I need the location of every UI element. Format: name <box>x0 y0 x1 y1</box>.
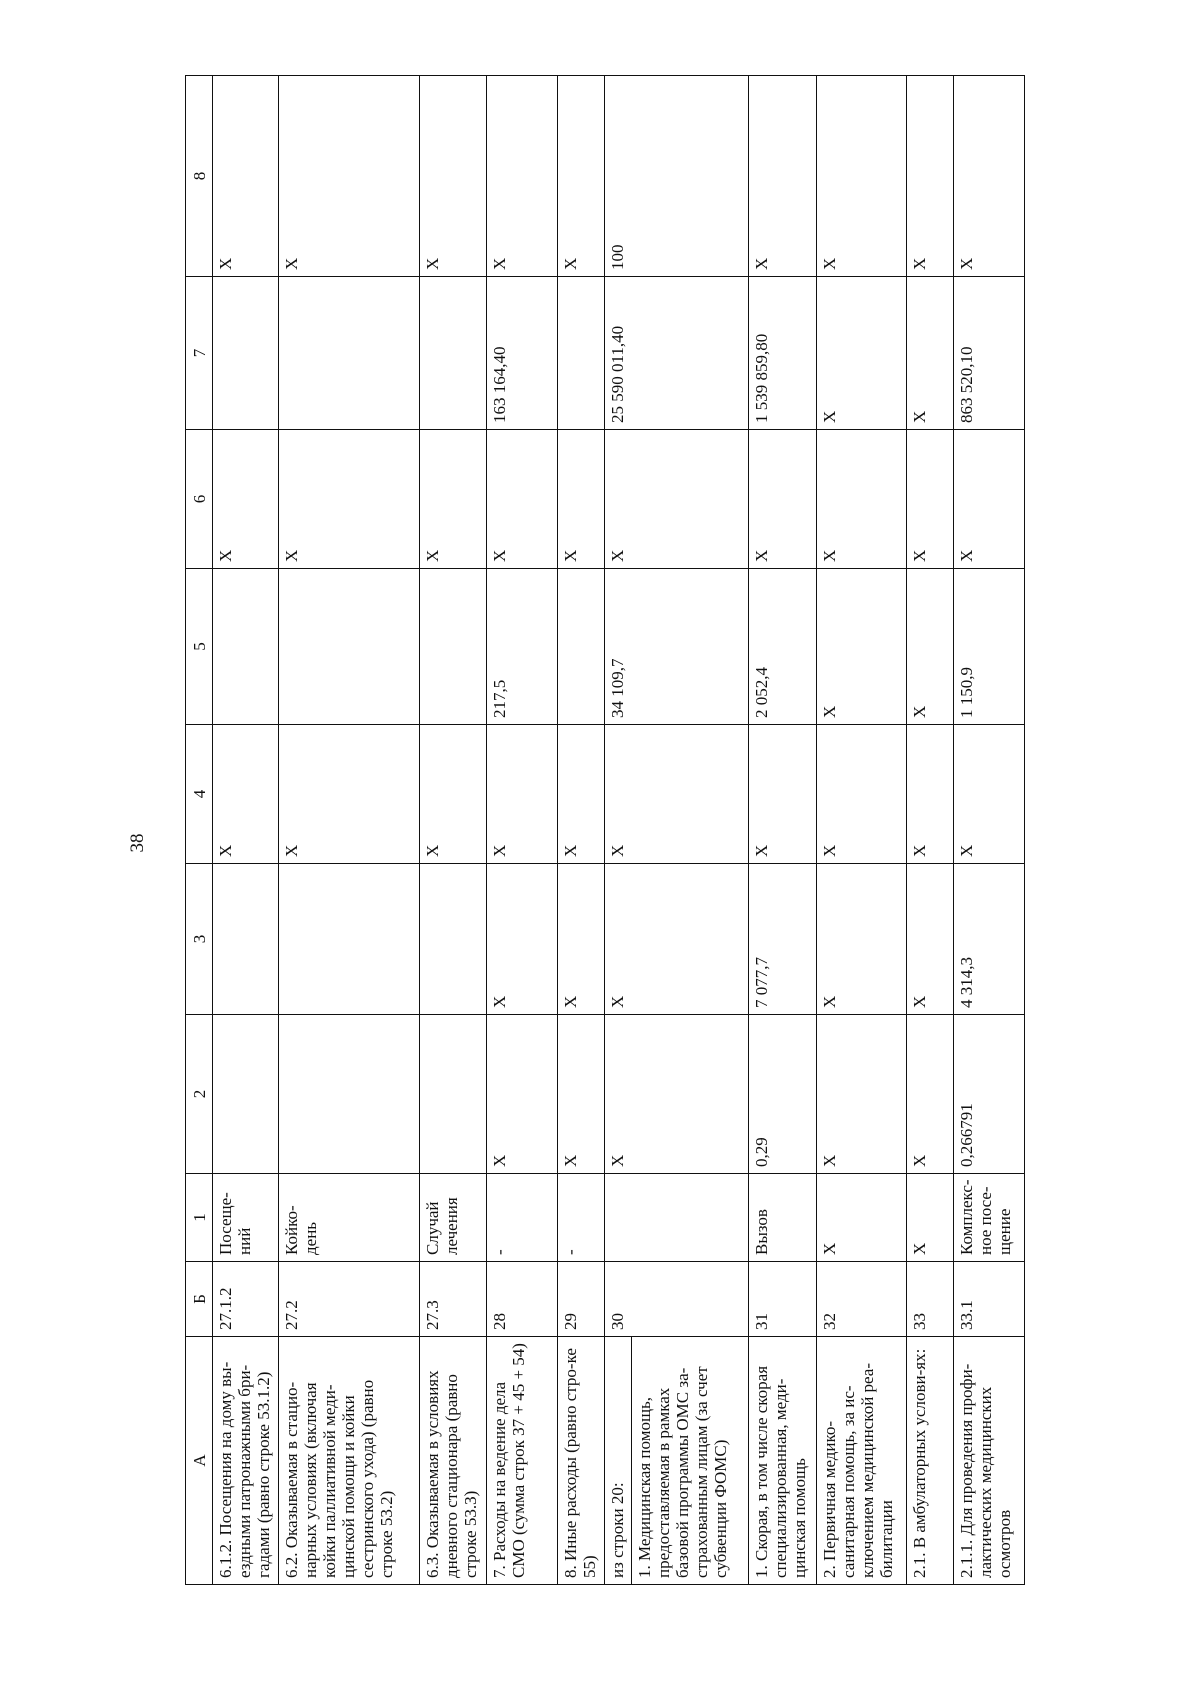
value-cell: 100 <box>605 76 748 277</box>
header-cell: 8 <box>186 76 213 277</box>
unit-cell: Случай лечения <box>419 1174 486 1262</box>
value-cell: 7 077,7 <box>748 864 817 1015</box>
value-cell: Х <box>954 430 1025 569</box>
value-cell: 163 164,40 <box>487 277 558 430</box>
value-cell: Х <box>487 430 558 569</box>
row-label: 6.2. Оказываемая в стацио-нарных условиях (включая койки паллиативной меди-цинской помощи и койки сестринского ухода) (равно строке 53.2) <box>279 1337 419 1585</box>
row-code: 33.1 <box>954 1262 1025 1337</box>
unit-cell: Посеще-ний <box>213 1174 279 1262</box>
value-cell: Х <box>748 725 817 864</box>
value-cell: Х <box>817 725 906 864</box>
value-cell: Х <box>817 76 906 277</box>
row-label: 6.3. Оказываемая в условиях дневного стационара (равно строке 53.3) <box>419 1337 486 1585</box>
value-cell <box>279 864 419 1015</box>
page-number: 38 <box>127 833 148 853</box>
value-cell: Х <box>487 725 558 864</box>
value-cell: 1 539 859,80 <box>748 277 817 430</box>
value-cell: Х <box>279 76 419 277</box>
row-code: 27.3 <box>419 1262 486 1337</box>
value-cell: Х <box>906 277 954 430</box>
row-code: 30 <box>605 1262 748 1337</box>
value-cell: 0,29 <box>748 1015 817 1174</box>
value-cell: Х <box>419 725 486 864</box>
unit-cell: Вызов <box>748 1174 817 1262</box>
financing-table <box>185 75 1025 1585</box>
table-row <box>817 76 906 1585</box>
row-label: 6.1.2. Посещения на дому вы-ездными патронажными бри-гадами (равно строке 53.1.2) <box>213 1337 279 1585</box>
value-cell: Х <box>557 76 605 277</box>
row-code: 32 <box>817 1262 906 1337</box>
value-cell: Х <box>557 864 605 1015</box>
value-cell: 0,266791 <box>954 1015 1025 1174</box>
unit-cell: Комплекс-ное посе-щение <box>954 1174 1025 1262</box>
table-row <box>605 76 632 1585</box>
value-cell: Х <box>906 430 954 569</box>
table-row <box>954 76 1025 1585</box>
unit-cell: Х <box>906 1174 954 1262</box>
value-cell: Х <box>605 1015 748 1174</box>
value-cell: 4 314,3 <box>954 864 1025 1015</box>
value-cell: 34 109,7 <box>605 569 748 725</box>
row-label: 2.1. В амбулаторных услови-ях: <box>906 1337 954 1585</box>
unit-cell: Койко-день <box>279 1174 419 1262</box>
value-cell: Х <box>213 725 279 864</box>
value-cell <box>419 864 486 1015</box>
value-cell: Х <box>817 569 906 725</box>
value-cell: Х <box>906 76 954 277</box>
table-row <box>557 76 605 1585</box>
row-label: 2. Первичная медико-санитарная помощь, за ис-ключением медицинской реа-билитации <box>817 1337 906 1585</box>
header-cell: 5 <box>186 569 213 725</box>
value-cell: Х <box>419 76 486 277</box>
table-row <box>419 76 486 1585</box>
value-cell: Х <box>557 430 605 569</box>
value-cell <box>279 1015 419 1174</box>
row-code: 28 <box>487 1262 558 1337</box>
row-code: 31 <box>748 1262 817 1337</box>
header-cell: 1 <box>186 1174 213 1262</box>
value-cell <box>213 864 279 1015</box>
value-cell: Х <box>213 76 279 277</box>
value-cell: 863 520,10 <box>954 277 1025 430</box>
value-cell: Х <box>487 1015 558 1174</box>
table-row <box>906 76 954 1585</box>
row-label: 1. Скорая, в том числе скорая специализированная, меди-цинская помощь <box>748 1337 817 1585</box>
value-cell <box>279 569 419 725</box>
header-cell: 3 <box>186 864 213 1015</box>
value-cell <box>279 277 419 430</box>
value-cell <box>557 569 605 725</box>
value-cell: Х <box>817 864 906 1015</box>
value-cell <box>213 277 279 430</box>
unit-cell: Х <box>817 1174 906 1262</box>
value-cell: Х <box>605 430 748 569</box>
rotated-table-container <box>185 75 1025 1585</box>
value-cell: Х <box>954 725 1025 864</box>
row-label: 1. Медицинская помощь, предоставляемая в рамках базовой программы ОМС за-страхованным лицам (за счет субвенции ФОМС) <box>632 1337 748 1585</box>
value-cell <box>557 277 605 430</box>
row-label: 8. Иные расходы (равно стро-ке 55) <box>557 1337 605 1585</box>
value-cell <box>419 277 486 430</box>
row-label: из строки 20: <box>605 1337 632 1585</box>
row-label: 2.1.1. Для проведения профи-лактических медицинских осмотров <box>954 1337 1025 1585</box>
value-cell <box>213 1015 279 1174</box>
value-cell: Х <box>954 76 1025 277</box>
value-cell <box>419 569 486 725</box>
value-cell: Х <box>906 725 954 864</box>
row-code: 29 <box>557 1262 605 1337</box>
header-cell: 2 <box>186 1015 213 1174</box>
header-cell: 7 <box>186 277 213 430</box>
value-cell: 217,5 <box>487 569 558 725</box>
value-cell <box>213 569 279 725</box>
value-cell: Х <box>748 430 817 569</box>
value-cell: Х <box>817 277 906 430</box>
value-cell: Х <box>557 1015 605 1174</box>
unit-cell: - <box>487 1174 558 1262</box>
value-cell: Х <box>906 1015 954 1174</box>
value-cell: Х <box>817 1015 906 1174</box>
table-row <box>748 76 817 1585</box>
table-row <box>487 76 558 1585</box>
value-cell: Х <box>748 76 817 277</box>
value-cell: Х <box>557 725 605 864</box>
header-cell: А <box>186 1337 213 1585</box>
value-cell: Х <box>487 864 558 1015</box>
value-cell: Х <box>279 725 419 864</box>
unit-cell: - <box>557 1174 605 1262</box>
row-code: 27.1.2 <box>213 1262 279 1337</box>
table-frame <box>185 75 1025 1585</box>
value-cell: Х <box>213 430 279 569</box>
table-row <box>213 76 279 1585</box>
value-cell: Х <box>605 864 748 1015</box>
value-cell: Х <box>906 569 954 725</box>
value-cell: 25 590 011,40 <box>605 277 748 430</box>
row-label: 7. Расходы на ведение дела СМО (сумма строк 37 + 45 + 54) <box>487 1337 558 1585</box>
header-cell: Б <box>186 1262 213 1337</box>
value-cell: Х <box>419 430 486 569</box>
value-cell <box>419 1015 486 1174</box>
row-code: 27.2 <box>279 1262 419 1337</box>
value-cell: Х <box>817 430 906 569</box>
value-cell: Х <box>906 864 954 1015</box>
table-row <box>279 76 419 1585</box>
header-cell: 6 <box>186 430 213 569</box>
header-row <box>186 76 213 1585</box>
row-code: 33 <box>906 1262 954 1337</box>
value-cell: Х <box>605 725 748 864</box>
value-cell: 2 052,4 <box>748 569 817 725</box>
header-cell: 4 <box>186 725 213 864</box>
value-cell: Х <box>279 430 419 569</box>
unit-cell <box>605 1174 748 1262</box>
value-cell: 1 150,9 <box>954 569 1025 725</box>
value-cell: Х <box>487 76 558 277</box>
